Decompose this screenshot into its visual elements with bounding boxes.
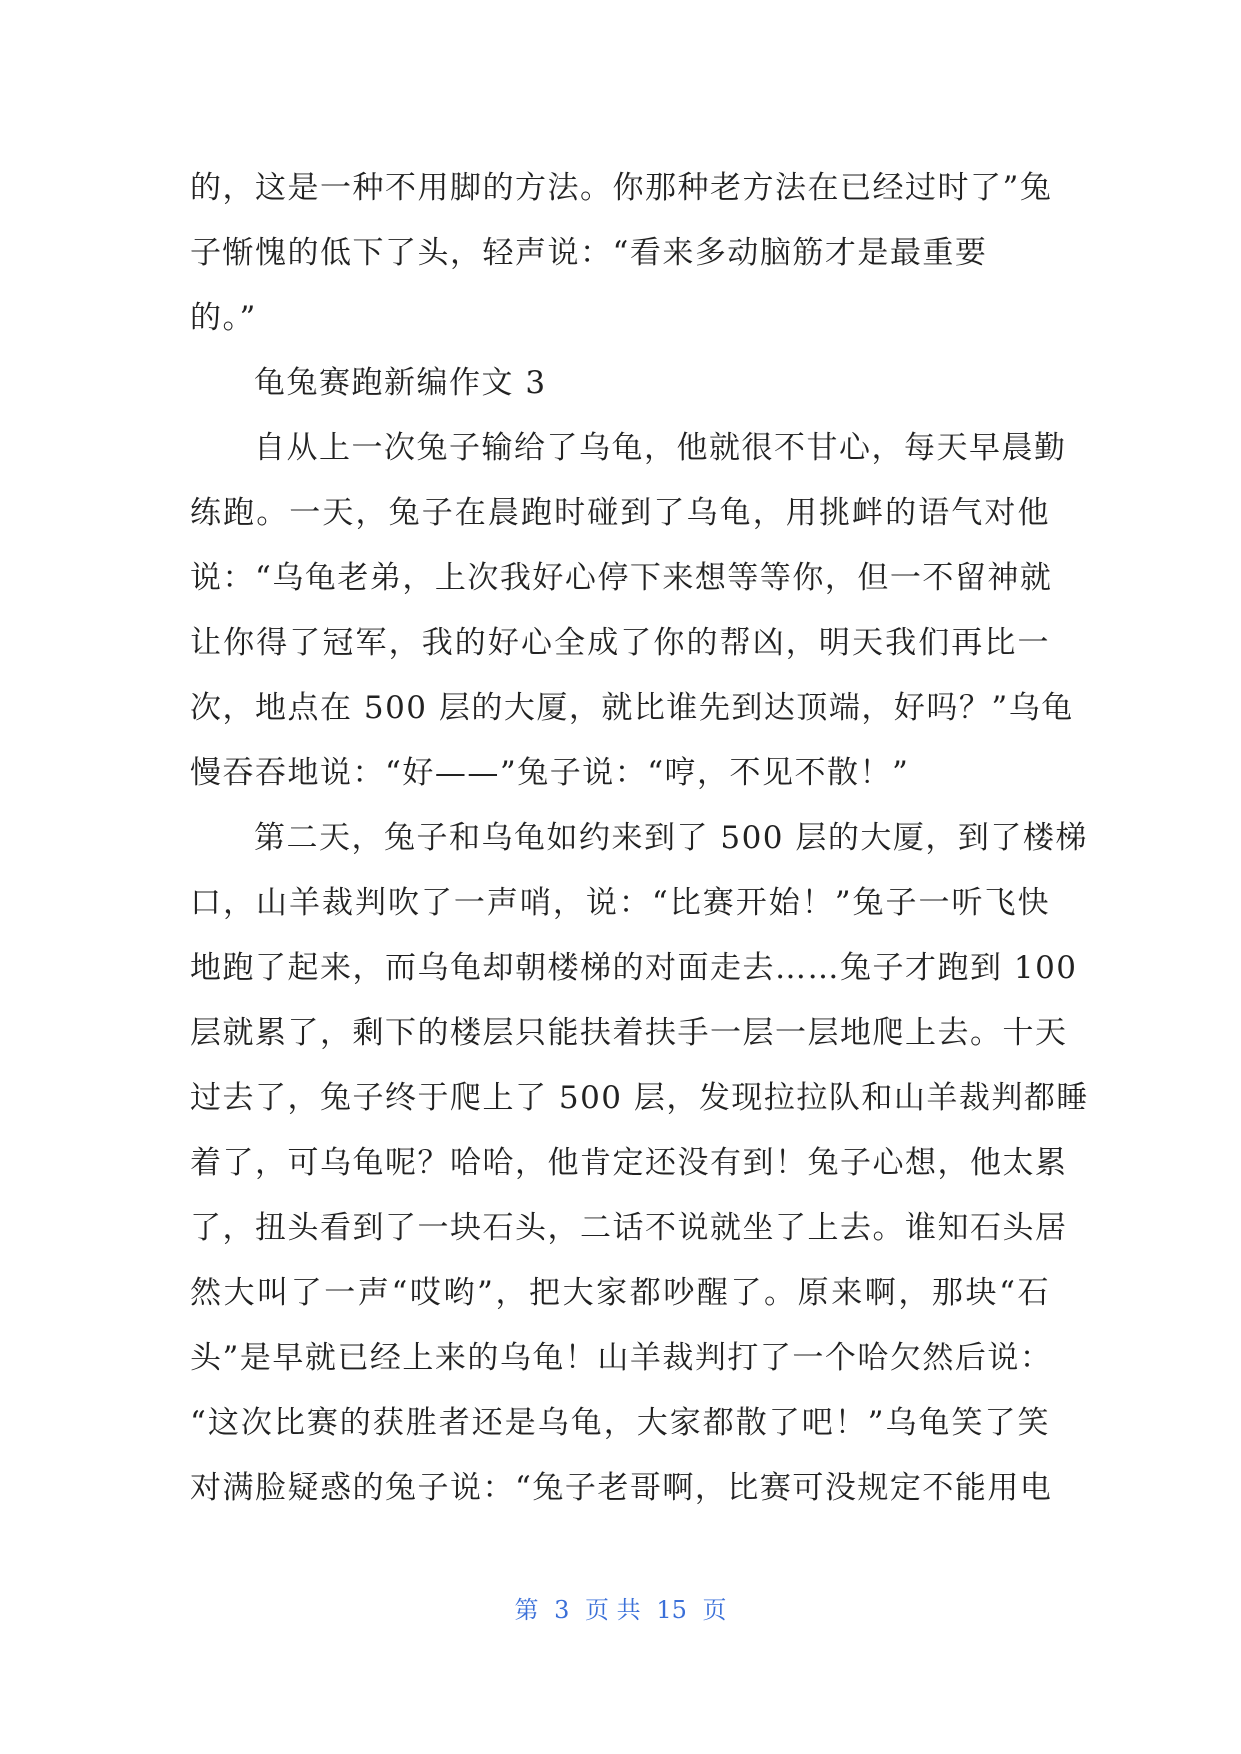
text-line: 着了，可乌龟呢？哈哈，他肯定还没有到！兔子心想，他太累: [190, 1145, 1068, 1181]
footer-mid: 页 共: [585, 1596, 641, 1624]
text-line: 地跑了起来，而乌龟却朝楼梯的对面走去……兔子才跑到 100: [190, 950, 1078, 986]
footer-current-page: 3: [554, 1596, 570, 1624]
text-line: 头”是早就已经上来的乌龟！山羊裁判打了一个哈欠然后说：: [190, 1340, 1053, 1376]
text-line: 的。”: [190, 300, 257, 336]
text-line: 让你得了冠军，我的好心全成了你的帮凶，明天我们再比一: [190, 625, 1050, 661]
footer-total-pages: 15: [656, 1596, 687, 1624]
body-text: [190, 156, 1089, 1521]
text-line: 自从上一次兔子输给了乌龟，他就很不甘心，每天早晨勤: [254, 430, 1067, 466]
page-footer: [0, 1592, 1241, 1628]
text-line: 的，这是一种不用脚的方法。你那种老方法在已经过时了”兔: [190, 170, 1053, 206]
text-line: 过去了，兔子终于爬上了 500 层，发现拉拉队和山羊裁判都睡: [190, 1080, 1089, 1116]
text-line: “这次比赛的获胜者还是乌龟，大家都散了吧！”乌龟笑了笑: [190, 1405, 1050, 1441]
text-line: 然大叫了一声“哎哟”，把大家都吵醒了。原来啊，那块“石: [190, 1275, 1050, 1311]
text-line: 子惭愧的低下了头，轻声说：“看来多动脑筋才是最重要: [190, 235, 988, 271]
text-line: 了，扭头看到了一块石头，二话不说就坐了上去。谁知石头居: [190, 1210, 1068, 1246]
text-line: 层就累了，剩下的楼层只能扶着扶手一层一层地爬上去。十天: [190, 1015, 1068, 1051]
text-line: 对满脸疑惑的兔子说：“兔子老哥啊，比赛可没规定不能用电: [190, 1470, 1053, 1506]
section-heading: 龟兔赛跑新编作文 3: [254, 365, 547, 401]
text-line: 慢吞吞地说：“好——”兔子说：“哼，不见不散！”: [190, 755, 910, 791]
footer-suffix: 页: [702, 1596, 727, 1624]
text-line: 说：“乌龟老弟，上次我好心停下来想等等你，但一不留神就: [190, 560, 1053, 596]
footer-prefix: 第: [514, 1596, 539, 1624]
text-line: 口，山羊裁判吹了一声哨，说：“比赛开始！”兔子一听飞快: [190, 885, 1050, 921]
text-line: 第二天，兔子和乌龟如约来到了 500 层的大厦，到了楼梯: [254, 820, 1088, 856]
text-line: 次，地点在 500 层的大厦，就比谁先到达顶端，好吗？”乌龟: [190, 690, 1074, 726]
text-line: 练跑。一天，兔子在晨跑时碰到了乌龟，用挑衅的语气对他: [190, 495, 1050, 531]
